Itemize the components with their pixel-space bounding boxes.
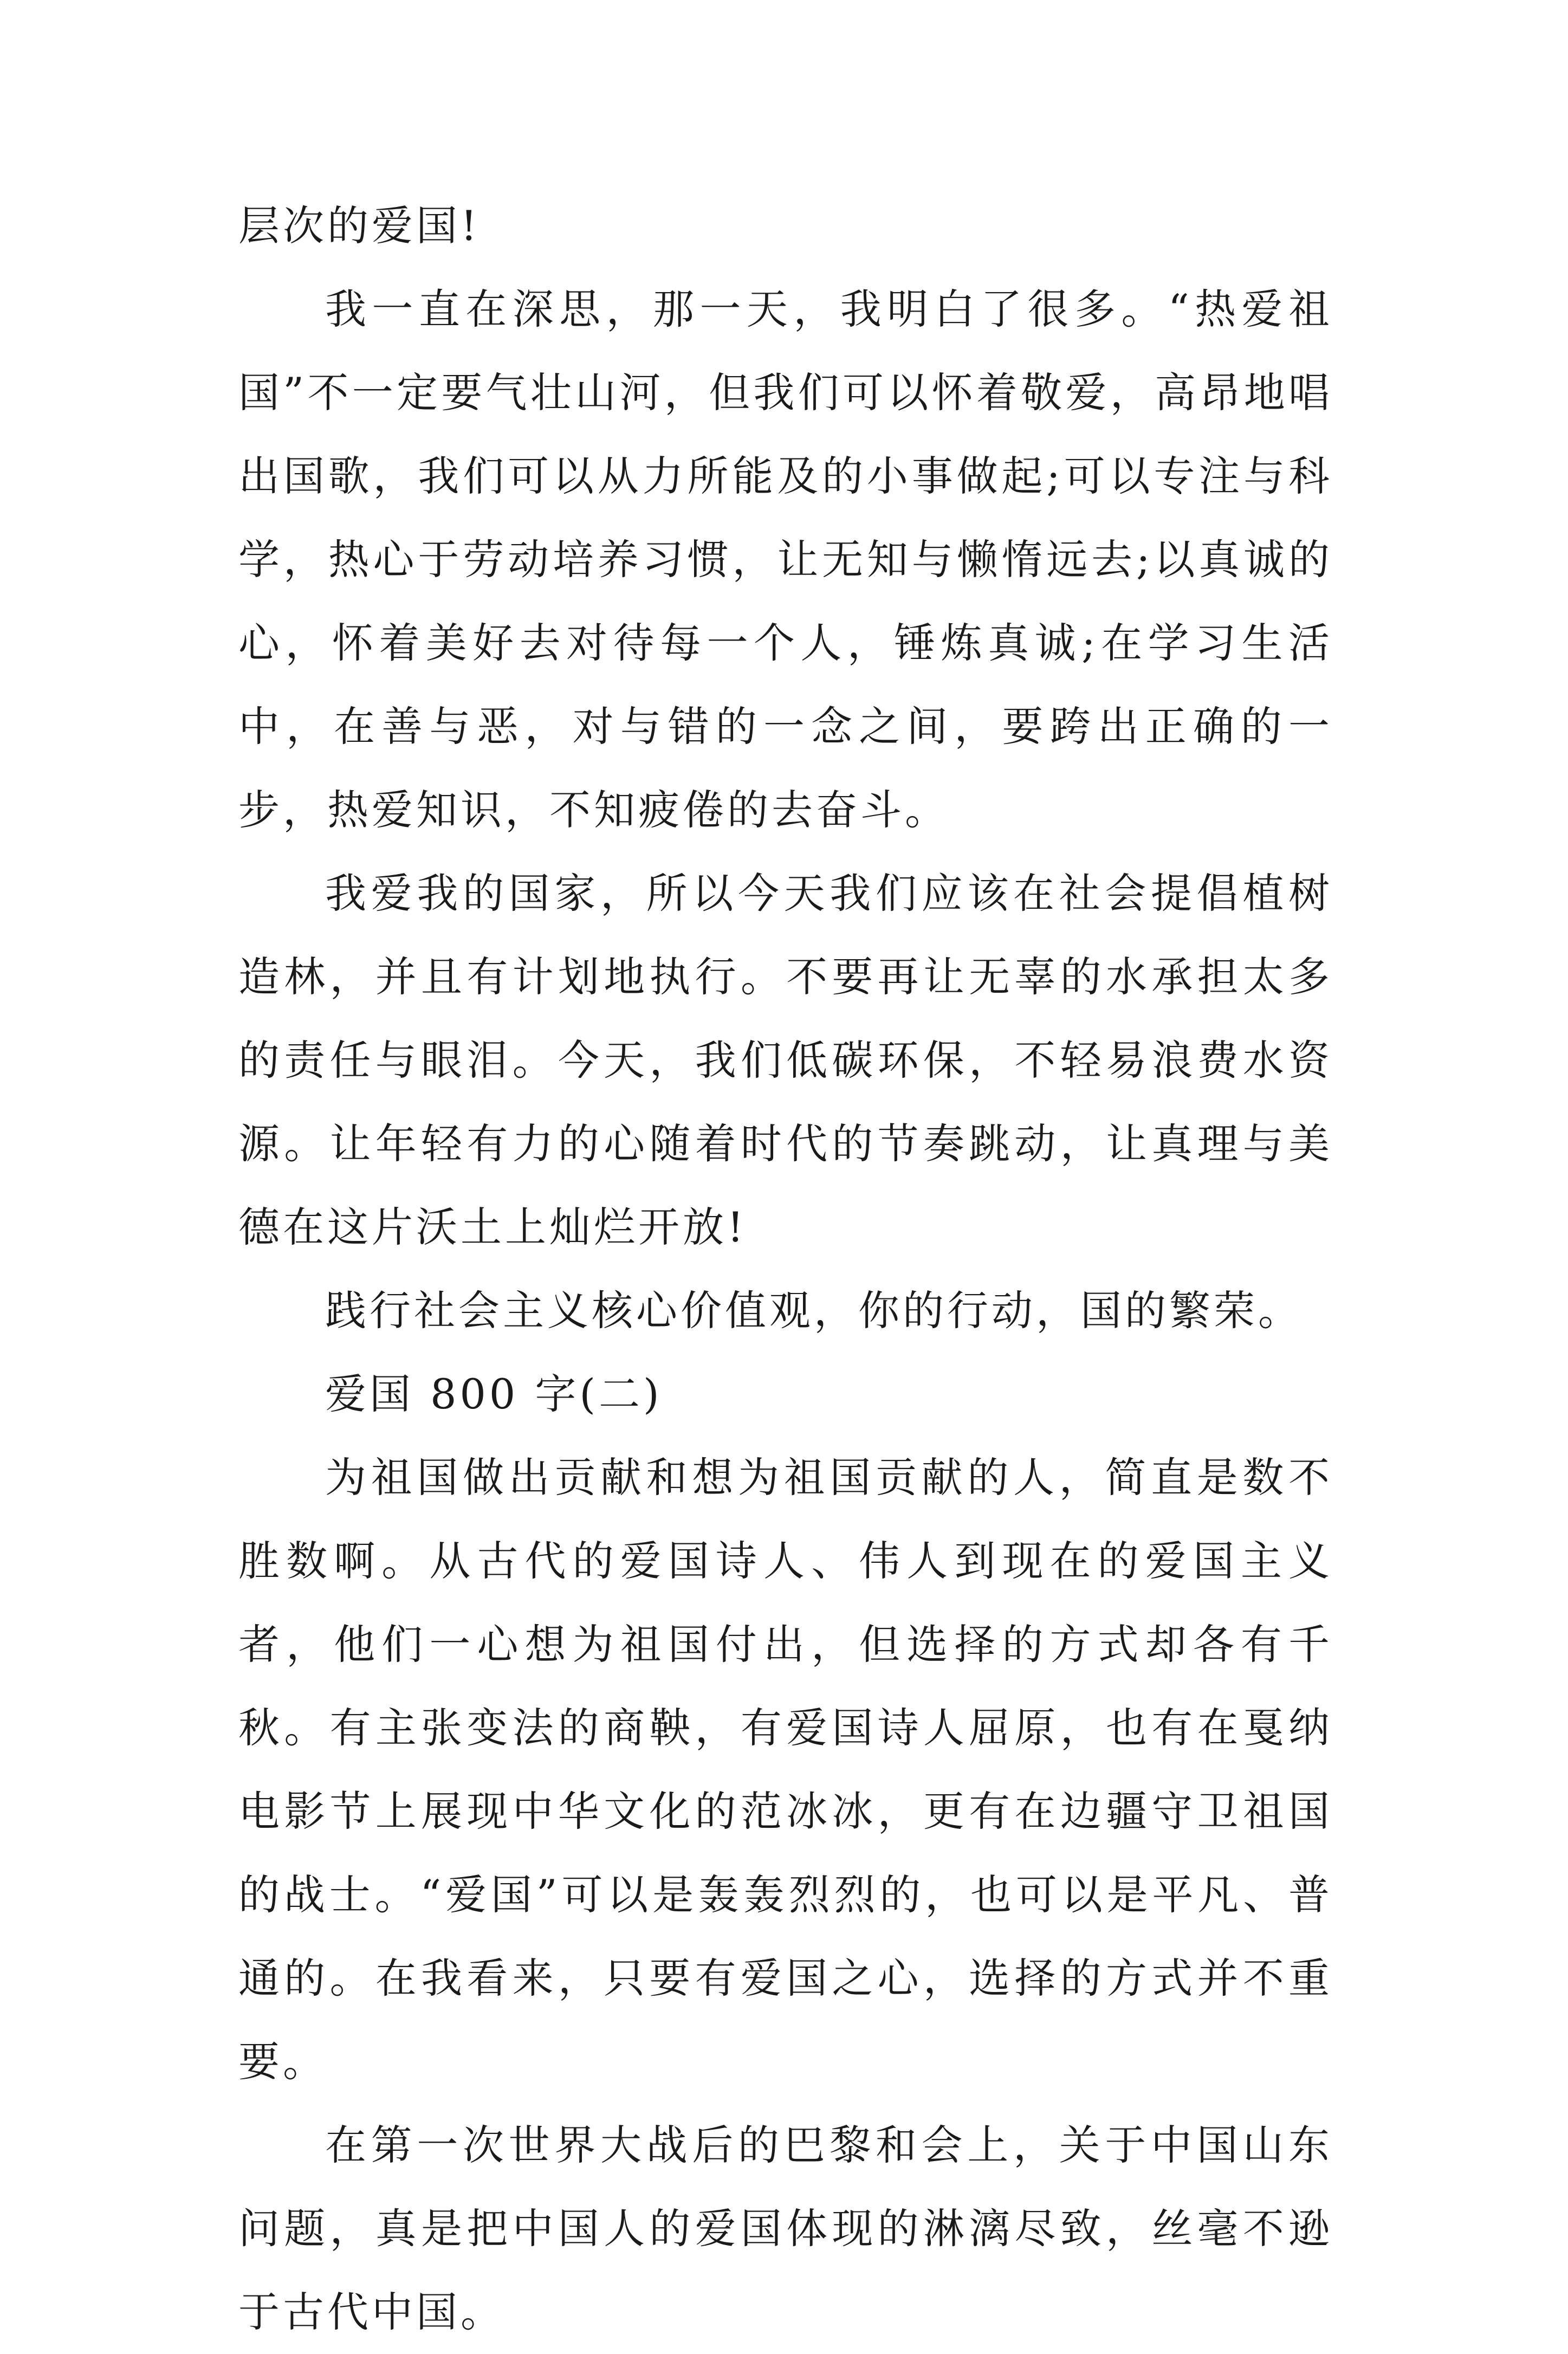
section-heading: 爱国 800 字(二) — [325, 1370, 663, 1418]
document-body — [238, 184, 1333, 2354]
paragraph-5: 为祖国做出贡献和想为祖国贡献的人，简直是数不胜数啊。从古代的爱国诗人、伟人到现在的爱国主义者，他们一心想为祖国付出，但选择的方式却各有千秋。有主张变法的商鞅，有爱国诗人屈原，也有在戛纳电影节上展现中华文化的范冰冰，更有在边疆守卫祖国的战士。“爱国”可以是轰轰烈烈的，也可以是平凡、普通的。在我看来，只要有爱国之心，选择的方式并不重要。 — [238, 1453, 1333, 2086]
paragraph-3: 我爱我的国家，所以今天我们应该在社会提倡植树造林，并且有计划地执行。不要再让无辜的水承担太多的责任与眼泪。今天，我们低碳环保，不轻易浪费水资源。让年轻有力的心随着时代的节奏跳动，让真理与美德在这片沃土上灿烂开放! — [238, 869, 1333, 1251]
paragraph-2: 我一直在深思，那一天，我明白了很多。“热爱祖国”不一定要气壮山河，但我们可以怀着敬爱，高昂地唱出国歌，我们可以从力所能及的小事做起;可以专注与科学，热心于劳动培养习惯，让无知与懒惰远去;以真诚的心，怀着美好去对待每一个人，锤炼真诚;在学习生活中，在善与恶，对与错的一念之间，要跨出正确的一步，热爱知识，不知疲倦的去奋斗。 — [238, 285, 1333, 834]
paragraph-1: 层次的爱国! — [238, 202, 481, 250]
paragraph-4: 践行社会主义核心价值观，你的行动，国的繁荣。 — [325, 1286, 1303, 1335]
paragraph-6: 在第一次世界大战后的巴黎和会上，关于中国山东问题，真是把中国人的爱国体现的淋漓尽致，丝毫不逊于古代中国。 — [238, 2121, 1333, 2336]
